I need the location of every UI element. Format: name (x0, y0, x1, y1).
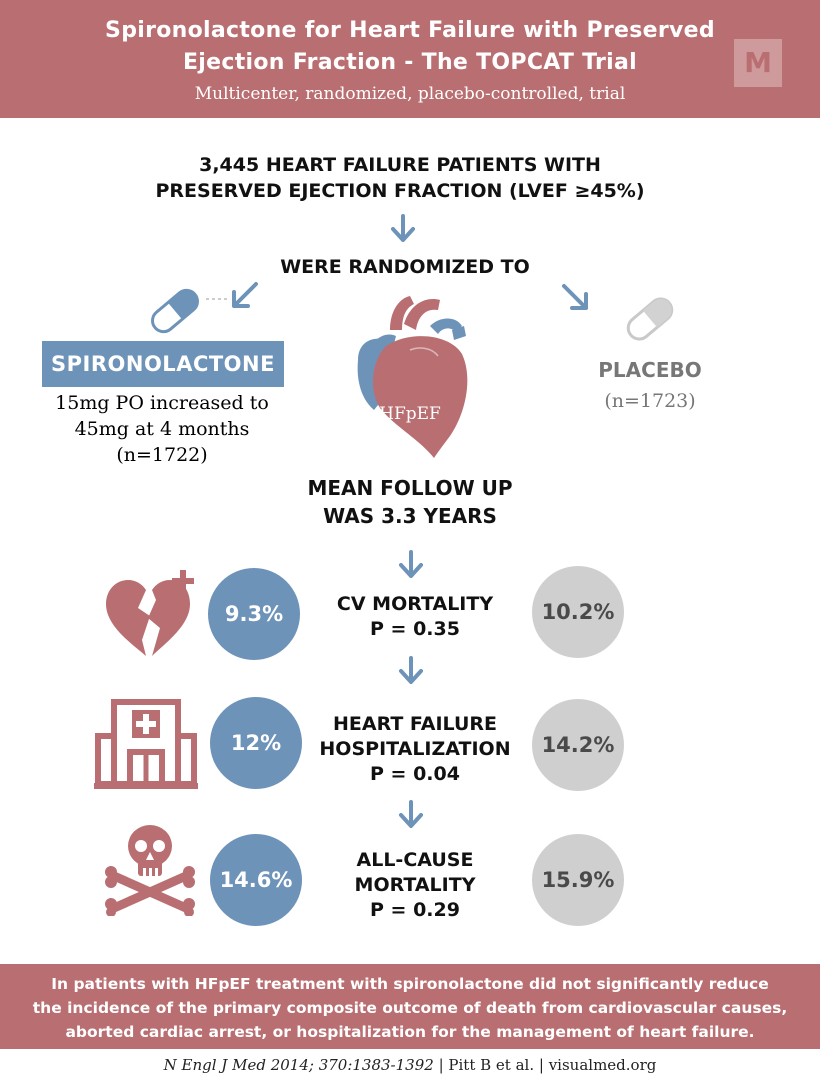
outcome-p-value: P = 0.04 (370, 763, 460, 785)
down-arrow-icon (398, 656, 424, 688)
spiro-all-cause-mortality: 14.6% (210, 834, 302, 926)
pill-gray-icon (622, 294, 678, 344)
header-banner (0, 0, 820, 118)
followup-line-2: WAS 3.3 YEARS (323, 504, 497, 528)
placebo-n: (n=1723) (604, 390, 696, 412)
placebo-label: PLACEBO (598, 358, 702, 382)
citation (0, 1056, 820, 1074)
followup-text (250, 474, 570, 530)
citation-site[interactable]: visualmed.org (548, 1056, 657, 1074)
outcome-label-line: MORTALITY (354, 874, 476, 896)
heart-label: HFpEF (379, 404, 441, 424)
outcome-hf-hospitalization (300, 712, 530, 787)
down-left-arrow-icon (228, 280, 260, 312)
conclusion-line-3: aborted cardiac arrest, or hospitalization for the management of heart failure. (65, 1023, 755, 1041)
down-arrow-icon (398, 800, 424, 832)
conclusion-band (0, 964, 820, 1049)
placebo-all-cause-mortality: 15.9% (532, 834, 624, 926)
outcome-label-line: ALL-CAUSE (356, 849, 474, 871)
skull-crossbones-icon (102, 820, 198, 916)
spironolactone-dose (30, 390, 294, 468)
broken-heart-icon (102, 570, 198, 662)
down-arrow-icon (398, 550, 424, 582)
dose-line-2: 45mg at 4 months (74, 418, 250, 440)
down-right-arrow-icon (560, 282, 592, 314)
placebo-hf-hospitalization: 14.2% (532, 699, 624, 791)
title-line-2: Ejection Fraction - The TOPCAT Trial (182, 50, 638, 75)
logo: M (734, 39, 782, 87)
citation-separator: | (438, 1056, 449, 1074)
spiro-cv-mortality: 9.3% (208, 568, 300, 660)
citation-journal: N Engl J Med 2014; 370:1383-1392 (163, 1056, 434, 1074)
dashed-line (206, 296, 228, 302)
title-line-1: Spironolactone for Heart Failure with Preserved (105, 18, 715, 43)
population-text (100, 152, 700, 204)
population-line-1: 3,445 HEART FAILURE PATIENTS WITH (199, 154, 601, 176)
subtitle: Multicenter, randomized, placebo-controlled, trial (194, 84, 626, 104)
spiro-hf-hospitalization: 12% (210, 697, 302, 789)
population-line-2: PRESERVED EJECTION FRACTION (LVEF ≥45%) (155, 180, 645, 202)
citation-separator: | (538, 1056, 549, 1074)
conclusion-line-2: the incidence of the primary composite outcome of death from cardiovascular causes, (32, 999, 788, 1017)
outcome-label-line: HOSPITALIZATION (319, 738, 511, 760)
dose-line-1: 15mg PO increased to (55, 392, 269, 414)
outcome-all-cause-mortality (300, 848, 530, 923)
hospital-icon (94, 696, 198, 790)
outcome-label-line: CV MORTALITY (336, 593, 494, 615)
randomized-text: WERE RANDOMIZED TO (280, 256, 530, 278)
followup-line-1: MEAN FOLLOW UP (307, 476, 513, 500)
citation-authors: Pitt B et al. (448, 1056, 535, 1074)
spironolactone-label: SPIRONOLACTONE (42, 341, 284, 387)
spironolactone-n: (n=1722) (116, 444, 208, 466)
outcome-label-line: HEART FAILURE (333, 713, 497, 735)
heart-icon (340, 290, 480, 460)
down-arrow-icon (390, 214, 416, 246)
pill-blue-icon (145, 286, 205, 336)
conclusion-line-1: In patients with HFpEF treatment with spironolactone did not significantly reduce (51, 975, 769, 993)
outcome-cv-mortality (300, 592, 530, 642)
outcome-p-value: P = 0.35 (370, 618, 460, 640)
placebo-cv-mortality: 10.2% (532, 566, 624, 658)
outcome-p-value: P = 0.29 (370, 899, 460, 921)
